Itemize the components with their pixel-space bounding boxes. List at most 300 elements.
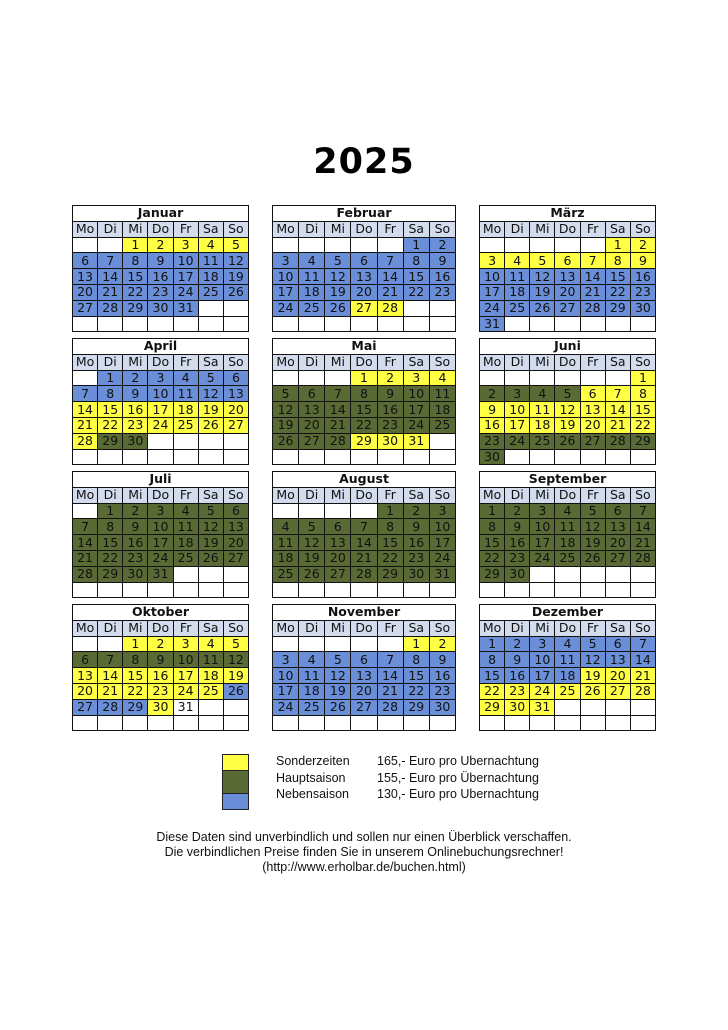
weekday-header: Sa [605, 221, 630, 237]
month-name: Mai [273, 339, 456, 355]
weekday-header: Fr [580, 487, 605, 503]
day-cell: 23 [630, 284, 655, 300]
month-calendar [479, 338, 656, 465]
day-cell: 3 [173, 237, 198, 253]
empty-cell [377, 715, 403, 731]
day-cell: 16 [505, 535, 530, 551]
day-cell: 2 [505, 503, 530, 519]
day-cell: 15 [98, 402, 123, 418]
day-cell: 21 [630, 668, 655, 684]
weekday-header: Sa [198, 354, 223, 370]
day-cell: 5 [580, 636, 605, 652]
empty-cell [351, 503, 377, 519]
empty-cell [530, 582, 555, 598]
empty-cell [299, 636, 325, 652]
day-cell: 25 [299, 300, 325, 316]
month-calendar [272, 205, 456, 332]
note-line-2: Die verbindlichen Preise finden Sie in unserem Onlinebuchungsrechner! [164, 845, 564, 859]
weekday-header: So [429, 221, 455, 237]
empty-cell [223, 699, 248, 715]
day-cell: 27 [555, 300, 580, 316]
month-calendar [479, 604, 656, 731]
empty-cell [223, 582, 248, 598]
empty-cell [273, 449, 299, 465]
month-calendar [272, 471, 456, 598]
day-cell: 28 [98, 699, 123, 715]
empty-cell [173, 715, 198, 731]
day-cell: 9 [403, 519, 429, 535]
day-cell: 1 [351, 370, 377, 386]
day-cell: 18 [198, 269, 223, 285]
weekday-header: Mi [325, 487, 351, 503]
weekday-header: Mi [123, 354, 148, 370]
day-cell: 10 [403, 386, 429, 402]
empty-cell [98, 636, 123, 652]
day-cell: 26 [299, 566, 325, 582]
empty-cell [580, 370, 605, 386]
empty-cell [173, 316, 198, 332]
day-cell: 4 [530, 386, 555, 402]
day-cell: 29 [605, 300, 630, 316]
day-cell: 22 [403, 284, 429, 300]
weekday-header: Di [98, 221, 123, 237]
day-cell: 23 [148, 284, 173, 300]
day-cell: 28 [630, 550, 655, 566]
day-cell: 14 [630, 519, 655, 535]
day-cell: 23 [377, 417, 403, 433]
day-cell: 22 [605, 284, 630, 300]
day-cell: 16 [377, 402, 403, 418]
weekday-header: So [223, 221, 248, 237]
day-cell: 21 [98, 284, 123, 300]
day-cell: 11 [273, 535, 299, 551]
empty-cell [299, 503, 325, 519]
empty-cell [148, 715, 173, 731]
empty-cell [148, 582, 173, 598]
weekday-header: Mo [273, 221, 299, 237]
day-cell: 5 [580, 503, 605, 519]
day-cell: 18 [198, 668, 223, 684]
weekday-header: Do [555, 221, 580, 237]
day-cell: 12 [198, 519, 223, 535]
day-cell: 16 [429, 668, 455, 684]
empty-cell [223, 300, 248, 316]
day-cell: 31 [530, 699, 555, 715]
empty-cell [223, 449, 248, 465]
month-name: März [480, 206, 656, 222]
day-cell: 2 [123, 370, 148, 386]
weekday-header: Sa [198, 487, 223, 503]
day-cell: 1 [480, 503, 505, 519]
legend-price-sonderzeiten: 165,- Euro pro Ubernachtung [377, 754, 539, 768]
day-cell: 19 [530, 284, 555, 300]
day-cell: 27 [351, 699, 377, 715]
day-cell: 4 [505, 253, 530, 269]
empty-cell [299, 449, 325, 465]
day-cell: 17 [403, 402, 429, 418]
empty-cell [630, 715, 655, 731]
day-cell: 17 [173, 668, 198, 684]
day-cell: 11 [299, 269, 325, 285]
day-cell: 31 [480, 316, 505, 332]
day-cell: 9 [630, 253, 655, 269]
day-cell: 23 [505, 550, 530, 566]
day-cell: 6 [223, 503, 248, 519]
day-cell: 17 [530, 668, 555, 684]
day-cell: 2 [429, 237, 455, 253]
weekday-header: Mi [530, 487, 555, 503]
weekday-header: Mi [530, 354, 555, 370]
day-cell: 15 [630, 402, 655, 418]
day-cell: 13 [580, 402, 605, 418]
day-cell: 18 [505, 284, 530, 300]
day-cell: 20 [580, 417, 605, 433]
legend-swatch-sonderzeiten [222, 754, 249, 771]
disclaimer-note [0, 830, 728, 875]
empty-cell [630, 316, 655, 332]
empty-cell [429, 300, 455, 316]
day-cell: 10 [530, 519, 555, 535]
legend-label-nebensaison: Nebensaison [276, 787, 349, 801]
day-cell: 31 [429, 566, 455, 582]
day-cell: 11 [530, 402, 555, 418]
empty-cell [223, 316, 248, 332]
day-cell: 20 [73, 683, 98, 699]
note-line-1: Diese Daten sind unverbindlich und sollen nur einen Überblick verschaffen. [156, 830, 572, 844]
weekday-header: So [429, 487, 455, 503]
day-cell: 15 [403, 668, 429, 684]
weekday-header: Sa [403, 487, 429, 503]
day-cell: 28 [377, 300, 403, 316]
month-calendar [72, 338, 249, 465]
day-cell: 24 [530, 550, 555, 566]
empty-cell [403, 449, 429, 465]
weekday-header: Mi [530, 221, 555, 237]
empty-cell [630, 582, 655, 598]
empty-cell [198, 449, 223, 465]
weekday-header: Fr [173, 620, 198, 636]
day-cell: 2 [630, 237, 655, 253]
day-cell: 19 [299, 550, 325, 566]
day-cell: 7 [351, 519, 377, 535]
weekday-header: Fr [173, 354, 198, 370]
weekday-header: Do [148, 487, 173, 503]
weekday-header: Di [299, 221, 325, 237]
day-cell: 30 [480, 449, 505, 465]
empty-cell [605, 582, 630, 598]
empty-cell [530, 316, 555, 332]
weekday-header: So [429, 354, 455, 370]
day-cell: 26 [530, 300, 555, 316]
weekday-header: Mo [480, 221, 505, 237]
day-cell: 28 [73, 433, 98, 449]
day-cell: 16 [630, 269, 655, 285]
day-cell: 28 [73, 566, 98, 582]
day-cell: 30 [377, 433, 403, 449]
weekday-header: Fr [173, 221, 198, 237]
empty-cell [73, 582, 98, 598]
day-cell: 26 [555, 433, 580, 449]
day-cell: 3 [480, 253, 505, 269]
empty-cell [73, 237, 98, 253]
weekday-header: So [630, 221, 655, 237]
day-cell: 29 [351, 433, 377, 449]
day-cell: 19 [223, 668, 248, 684]
day-cell: 20 [605, 535, 630, 551]
empty-cell [580, 237, 605, 253]
day-cell: 4 [299, 652, 325, 668]
day-cell: 1 [377, 503, 403, 519]
day-cell: 30 [505, 566, 530, 582]
day-cell: 22 [403, 683, 429, 699]
day-cell: 6 [325, 519, 351, 535]
day-cell: 9 [505, 519, 530, 535]
day-cell: 30 [403, 566, 429, 582]
day-cell: 30 [148, 300, 173, 316]
month-name: Juni [480, 339, 656, 355]
day-cell: 17 [148, 535, 173, 551]
day-cell: 4 [198, 237, 223, 253]
day-cell: 7 [580, 253, 605, 269]
empty-cell [198, 566, 223, 582]
empty-cell [480, 237, 505, 253]
empty-cell [273, 370, 299, 386]
day-cell: 26 [273, 433, 299, 449]
empty-cell [555, 316, 580, 332]
weekday-header: Fr [580, 354, 605, 370]
day-cell: 5 [530, 253, 555, 269]
month-name: Februar [273, 206, 456, 222]
day-cell: 6 [555, 253, 580, 269]
legend-label-sonderzeiten: Sonderzeiten [276, 754, 350, 768]
empty-cell [403, 316, 429, 332]
empty-cell [351, 582, 377, 598]
day-cell: 17 [505, 417, 530, 433]
day-cell: 29 [98, 433, 123, 449]
day-cell: 9 [505, 652, 530, 668]
empty-cell [98, 449, 123, 465]
weekday-header: Di [299, 620, 325, 636]
day-cell: 27 [299, 433, 325, 449]
empty-cell [429, 316, 455, 332]
day-cell: 3 [403, 370, 429, 386]
empty-cell [605, 715, 630, 731]
day-cell: 20 [223, 535, 248, 551]
legend-label-hauptsaison: Hauptsaison [276, 771, 346, 785]
empty-cell [273, 503, 299, 519]
empty-cell [580, 316, 605, 332]
weekday-header: Mi [530, 620, 555, 636]
weekday-header: Do [351, 354, 377, 370]
day-cell: 16 [148, 668, 173, 684]
day-cell: 6 [73, 253, 98, 269]
day-cell: 29 [123, 699, 148, 715]
day-cell: 13 [325, 535, 351, 551]
day-cell: 17 [148, 402, 173, 418]
day-cell: 7 [73, 519, 98, 535]
empty-cell [273, 636, 299, 652]
weekday-header: Di [98, 354, 123, 370]
weekday-header: Di [299, 354, 325, 370]
day-cell: 27 [223, 550, 248, 566]
day-cell: 28 [630, 683, 655, 699]
empty-cell [605, 316, 630, 332]
day-cell: 5 [325, 652, 351, 668]
empty-cell [299, 370, 325, 386]
day-cell: 18 [299, 683, 325, 699]
day-cell: 3 [530, 503, 555, 519]
empty-cell [403, 582, 429, 598]
day-cell: 29 [630, 433, 655, 449]
day-cell: 12 [299, 535, 325, 551]
day-cell: 7 [377, 253, 403, 269]
empty-cell [530, 566, 555, 582]
day-cell: 20 [299, 417, 325, 433]
day-cell: 21 [630, 535, 655, 551]
weekday-header: Sa [403, 620, 429, 636]
day-cell: 18 [530, 417, 555, 433]
day-cell: 22 [630, 417, 655, 433]
empty-cell [223, 715, 248, 731]
weekday-header: So [630, 620, 655, 636]
weekday-header: Mo [73, 354, 98, 370]
weekday-header: Di [98, 487, 123, 503]
day-cell: 13 [555, 269, 580, 285]
day-cell: 24 [273, 300, 299, 316]
empty-cell [73, 370, 98, 386]
day-cell: 11 [555, 652, 580, 668]
day-cell: 14 [98, 668, 123, 684]
day-cell: 28 [580, 300, 605, 316]
day-cell: 11 [198, 253, 223, 269]
empty-cell [299, 582, 325, 598]
day-cell: 17 [429, 535, 455, 551]
day-cell: 7 [325, 386, 351, 402]
day-cell: 19 [555, 417, 580, 433]
day-cell: 24 [148, 550, 173, 566]
weekday-header: Do [555, 620, 580, 636]
day-cell: 31 [173, 699, 198, 715]
day-cell: 29 [480, 699, 505, 715]
day-cell: 20 [351, 284, 377, 300]
day-cell: 1 [98, 370, 123, 386]
day-cell: 13 [605, 652, 630, 668]
day-cell: 3 [148, 370, 173, 386]
day-cell: 19 [580, 535, 605, 551]
empty-cell [73, 503, 98, 519]
note-line-3[interactable]: (http://www.erholbar.de/buchen.html) [262, 860, 466, 874]
day-cell: 6 [351, 253, 377, 269]
empty-cell [429, 449, 455, 465]
day-cell: 18 [299, 284, 325, 300]
legend-swatch-hauptsaison [222, 770, 249, 794]
empty-cell [555, 715, 580, 731]
day-cell: 6 [73, 652, 98, 668]
day-cell: 6 [223, 370, 248, 386]
day-cell: 19 [325, 683, 351, 699]
day-cell: 14 [630, 652, 655, 668]
day-cell: 17 [273, 683, 299, 699]
weekday-header: Mi [325, 620, 351, 636]
empty-cell [377, 636, 403, 652]
legend-swatch-nebensaison [222, 793, 249, 810]
empty-cell [351, 316, 377, 332]
day-cell: 2 [148, 636, 173, 652]
day-cell: 22 [123, 683, 148, 699]
day-cell: 10 [505, 402, 530, 418]
day-cell: 12 [325, 668, 351, 684]
day-cell: 19 [198, 535, 223, 551]
day-cell: 22 [98, 550, 123, 566]
day-cell: 4 [555, 636, 580, 652]
day-cell: 19 [580, 668, 605, 684]
weekday-header: Mo [73, 487, 98, 503]
day-cell: 17 [480, 284, 505, 300]
weekday-header: Fr [377, 221, 403, 237]
day-cell: 29 [403, 699, 429, 715]
day-cell: 3 [173, 636, 198, 652]
empty-cell [580, 715, 605, 731]
day-cell: 26 [198, 417, 223, 433]
day-cell: 31 [173, 300, 198, 316]
weekday-header: Do [555, 354, 580, 370]
day-cell: 24 [173, 683, 198, 699]
day-cell: 23 [429, 683, 455, 699]
empty-cell [580, 582, 605, 598]
weekday-header: Do [351, 620, 377, 636]
day-cell: 12 [223, 253, 248, 269]
empty-cell [173, 449, 198, 465]
day-cell: 14 [580, 269, 605, 285]
day-cell: 19 [223, 269, 248, 285]
day-cell: 8 [123, 652, 148, 668]
weekday-header: Mo [273, 487, 299, 503]
day-cell: 30 [123, 566, 148, 582]
day-cell: 10 [429, 519, 455, 535]
empty-cell [555, 449, 580, 465]
empty-cell [299, 237, 325, 253]
day-cell: 6 [299, 386, 325, 402]
day-cell: 15 [480, 668, 505, 684]
day-cell: 28 [605, 433, 630, 449]
day-cell: 15 [403, 269, 429, 285]
day-cell: 30 [123, 433, 148, 449]
weekday-header: Do [148, 221, 173, 237]
day-cell: 25 [173, 550, 198, 566]
day-cell: 18 [173, 402, 198, 418]
month-calendar [272, 604, 456, 731]
day-cell: 27 [73, 699, 98, 715]
day-cell: 2 [429, 636, 455, 652]
day-cell: 9 [429, 253, 455, 269]
legend-price-hauptsaison: 155,- Euro pro Übernachtung [377, 771, 539, 785]
empty-cell [148, 316, 173, 332]
month-name: April [73, 339, 249, 355]
day-cell: 16 [429, 269, 455, 285]
day-cell: 25 [555, 683, 580, 699]
day-cell: 21 [73, 417, 98, 433]
empty-cell [530, 237, 555, 253]
month-calendar [272, 338, 456, 465]
day-cell: 13 [351, 668, 377, 684]
day-cell: 12 [273, 402, 299, 418]
weekday-header: Mo [273, 354, 299, 370]
day-cell: 14 [605, 402, 630, 418]
empty-cell [605, 449, 630, 465]
day-cell: 4 [273, 519, 299, 535]
day-cell: 9 [123, 386, 148, 402]
day-cell: 9 [148, 652, 173, 668]
